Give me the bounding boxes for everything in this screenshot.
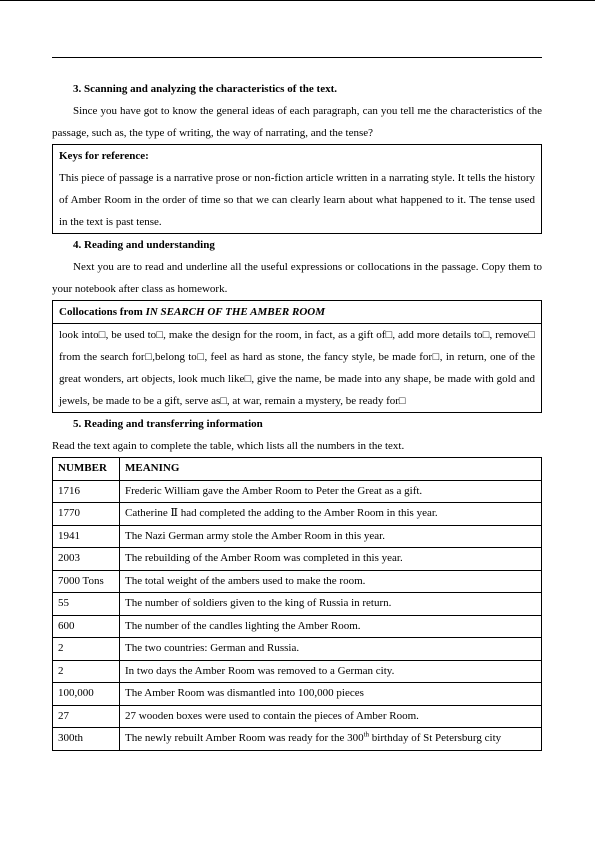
table-row — [53, 705, 542, 728]
row-number: 600 — [53, 615, 120, 638]
row-number: 100,000 — [53, 683, 120, 706]
row-number: 7000 Tons — [53, 570, 120, 593]
row-meaning: Frederic William gave the Amber Room to Peter the Great as a gift. — [120, 480, 542, 503]
row-meaning: 27 wooden boxes were used to contain the pieces of Amber Room. — [120, 705, 542, 728]
row-meaning: In two days the Amber Room was removed to a German city. — [120, 660, 542, 683]
table-row — [53, 548, 542, 571]
table-row — [53, 593, 542, 616]
row-meaning: The number of soldiers given to the king of Russia in return. — [120, 593, 542, 616]
numbers-table — [52, 457, 542, 751]
section4-heading: 4. Reading and understanding — [73, 239, 215, 251]
collocations-title-prefix: Collocations from — [59, 306, 146, 318]
row-meaning-part: birthday of St Petersburg city — [369, 732, 502, 745]
table-row — [53, 570, 542, 593]
row-number: 300th — [53, 728, 120, 751]
table-row — [53, 615, 542, 638]
row-meaning — [120, 728, 542, 751]
table-row — [53, 480, 542, 503]
row-meaning: The rebuilding of the Amber Room was completed in this year. — [120, 548, 542, 571]
keys-box — [52, 144, 542, 234]
row-number: 55 — [53, 593, 120, 616]
row-meaning: The Nazi German army stole the Amber Room in this year. — [120, 525, 542, 548]
section3-paragraph: Since you have got to know the general ideas of each paragraph, can you tell me the characteristics of the passage, such as, the type of writing, the way of narrating, and the tense? — [52, 105, 542, 139]
keys-body: This piece of passage is a narrative prose or non-fiction article written in a narrating style. It tells the history of Amber Room in the order of time so that we can clearly learn about what happened to it. The tense used in the text is past tense. — [59, 172, 535, 228]
row-meaning-part: The newly rebuilt Amber Room was ready for the 300 — [125, 732, 364, 745]
row-number: 2003 — [53, 548, 120, 571]
row-meaning: Catherine Ⅱ had completed the adding to the Amber Room in this year. — [120, 503, 542, 526]
collocations-body: look into□, be used to□, make the design for the room, in fact, as a gift of□, add more details to□, remove□ from the search for□,belong to□, feel as hard as stone, the fancy style, be made for□, in return, one of the great wonders, art objects, look much like□, give the name, be made into any shape, be made with gold and jewels, be made to be a gift, serve as□, at war, remain a mystery, be ready for□ — [59, 329, 535, 407]
row-meaning: The two countries: German and Russia. — [120, 638, 542, 661]
ordinal-suffix: th — [363, 730, 370, 739]
row-number: 27 — [53, 705, 120, 728]
row-number: 1716 — [53, 480, 120, 503]
row-number: 1770 — [53, 503, 120, 526]
table-header-row — [53, 458, 542, 481]
table-row — [53, 638, 542, 661]
page-top-border — [0, 0, 595, 1]
row-meaning: The number of the candles lighting the Amber Room. — [120, 615, 542, 638]
collocations-title — [53, 301, 541, 324]
section5-intro: Read the text again to complete the table, which lists all the numbers in the text. — [52, 440, 405, 452]
table-row — [53, 525, 542, 548]
row-meaning: The Amber Room was dismantled into 100,000 pieces — [120, 683, 542, 706]
row-number: 2 — [53, 660, 120, 683]
section3-heading: 3. Scanning and analyzing the characteristics of the text. — [73, 83, 337, 95]
table-row — [53, 728, 542, 751]
collocations-box — [52, 300, 542, 413]
document-body — [52, 78, 542, 751]
table-row — [53, 660, 542, 683]
header-meaning: MEANING — [120, 458, 542, 481]
header-rule — [52, 57, 542, 58]
section4-paragraph: Next you are to read and underline all the useful expressions or collocations in the passage. Copy them to your notebook after class as homework. — [52, 261, 542, 295]
row-number: 1941 — [53, 525, 120, 548]
keys-title: Keys for reference: — [59, 150, 149, 162]
table-row — [53, 503, 542, 526]
row-meaning: The total weight of the ambers used to make the room. — [120, 570, 542, 593]
section5-heading: 5. Reading and transferring information — [73, 418, 263, 430]
header-number: NUMBER — [53, 458, 120, 481]
collocations-title-italic: IN SEARCH OF THE AMBER ROOM — [145, 306, 325, 318]
row-number: 2 — [53, 638, 120, 661]
table-row — [53, 683, 542, 706]
